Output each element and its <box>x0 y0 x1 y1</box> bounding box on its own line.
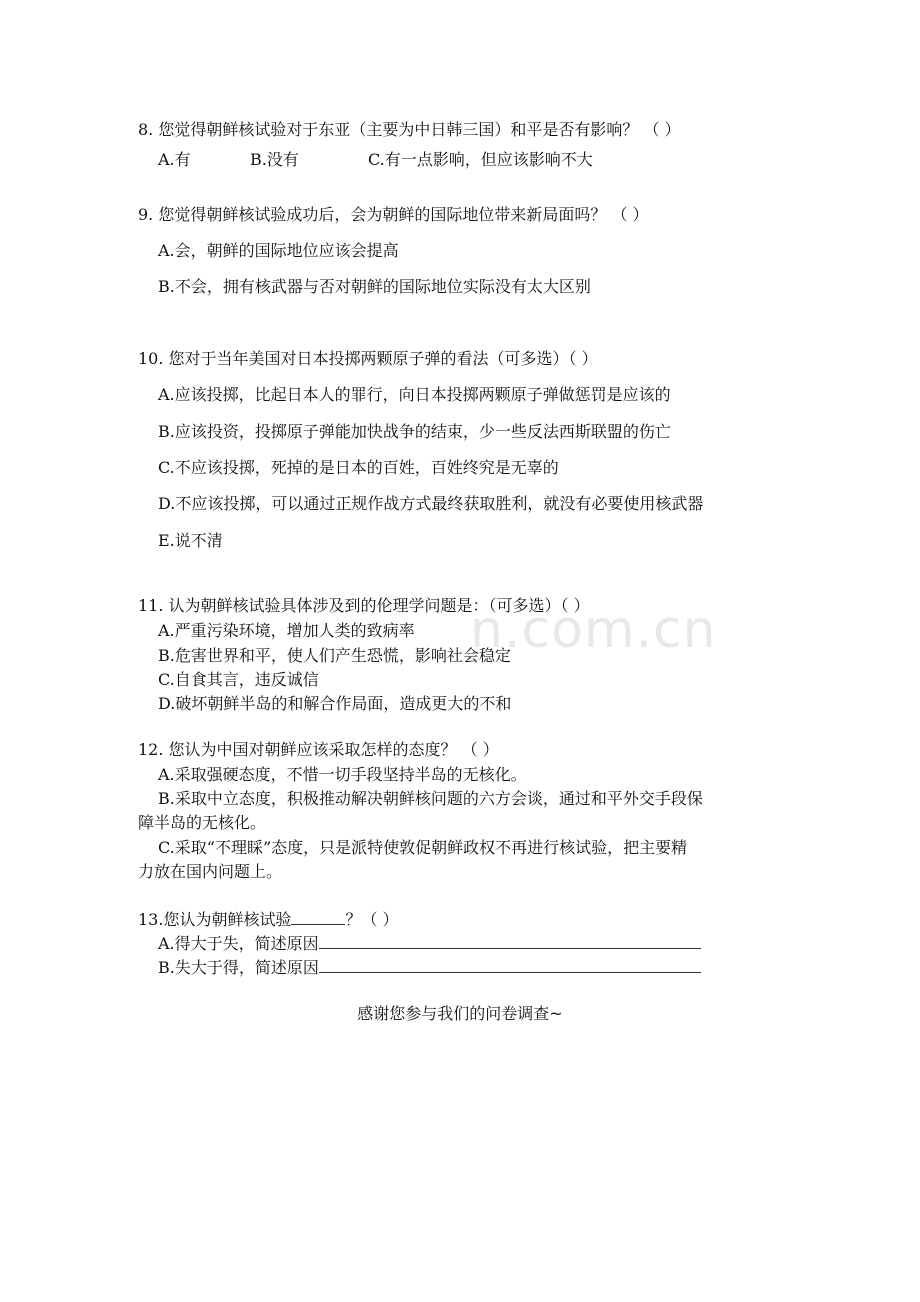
option-10b[interactable]: B.应该投资，投掷原子弹能加快战争的结束，少一些反法西斯联盟的伤亡 <box>158 422 671 441</box>
question-13-blank[interactable] <box>291 910 345 925</box>
option-8c[interactable]: C.有一点影响，但应该影响不大 <box>368 150 593 169</box>
option-13a-reason-field[interactable] <box>319 934 701 949</box>
option-10c[interactable]: C.不应该投掷，死掉的是日本的百姓，百姓终究是无辜的 <box>158 458 559 477</box>
option-12c[interactable]: C.采取“不理睬”态度，只是派特使敦促朝鲜政权不再进行核试验，把主要精 <box>158 838 688 857</box>
option-10d[interactable]: D.不应该投掷，可以通过正规作战方式最终获取胜利，就没有必要使用核武器 <box>158 494 704 513</box>
option-13b[interactable]: B.失大于得，简述原因 <box>158 958 319 977</box>
question-13-text: 13.您认为朝鲜核试验 <box>138 910 292 929</box>
option-11b[interactable]: B.危害世界和平，使人们产生恐慌，影响社会稳定 <box>158 646 511 665</box>
question-9: 9. 您觉得朝鲜核试验成功后，会为朝鲜的国际地位带来新局面吗？ （ ） <box>138 205 649 224</box>
option-10a[interactable]: A.应该投掷，比起日本人的罪行，向日本投掷两颗原子弹做惩罚是应该的 <box>158 385 671 404</box>
option-13b-reason-field[interactable] <box>319 958 701 973</box>
option-13a-row <box>158 934 701 954</box>
option-11d[interactable]: D.破坏朝鲜半岛的和解合作局面，造成更大的不和 <box>158 694 512 713</box>
option-10e[interactable]: E.说不清 <box>158 531 223 550</box>
option-8a[interactable]: A.有 <box>158 150 191 169</box>
option-11c[interactable]: C.自食其言，违反诚信 <box>158 670 319 689</box>
option-12c-cont: 力放在国内问题上。 <box>138 862 283 881</box>
question-12: 12. 您认为中国对朝鲜应该采取怎样的态度？ （ ） <box>138 740 499 759</box>
question-8: 8. 您觉得朝鲜核试验对于东亚（主要为中日韩三国）和平是否有影响？ （ ） <box>138 120 681 139</box>
option-12a[interactable]: A.采取强硬态度，不惜一切手段坚持半岛的无核化。 <box>158 765 527 784</box>
option-12b[interactable]: B.采取中立态度，积极推动解决朝鲜核问题的六方会谈，通过和平外交手段保 <box>158 789 703 808</box>
option-9b[interactable]: B.不会，拥有核武器与否对朝鲜的国际地位实际没有太大区别 <box>158 277 591 296</box>
option-13b-row <box>158 958 701 978</box>
question-10: 10. 您对于当年美国对日本投掷两颗原子弹的看法（可多选）（ ） <box>138 349 598 368</box>
question-13-paren: ？（ ） <box>345 910 399 929</box>
question-13 <box>138 910 399 930</box>
watermark: n.com.cn <box>470 600 717 660</box>
option-13a[interactable]: A.得大于失，简述原因 <box>158 934 319 953</box>
option-12b-cont: 障半岛的无核化。 <box>138 813 267 832</box>
question-11: 11. 认为朝鲜核试验具体涉及到的伦理学问题是：（可多选）（ ） <box>138 596 590 615</box>
thank-you-footer: 感谢您参与我们的问卷调查~ <box>357 1004 563 1023</box>
option-11a[interactable]: A.严重污染环境，增加人类的致病率 <box>158 621 415 640</box>
option-9a[interactable]: A.会，朝鲜的国际地位应该会提高 <box>158 241 399 260</box>
option-8b[interactable]: B.没有 <box>250 150 299 169</box>
question-8-options <box>158 150 593 170</box>
